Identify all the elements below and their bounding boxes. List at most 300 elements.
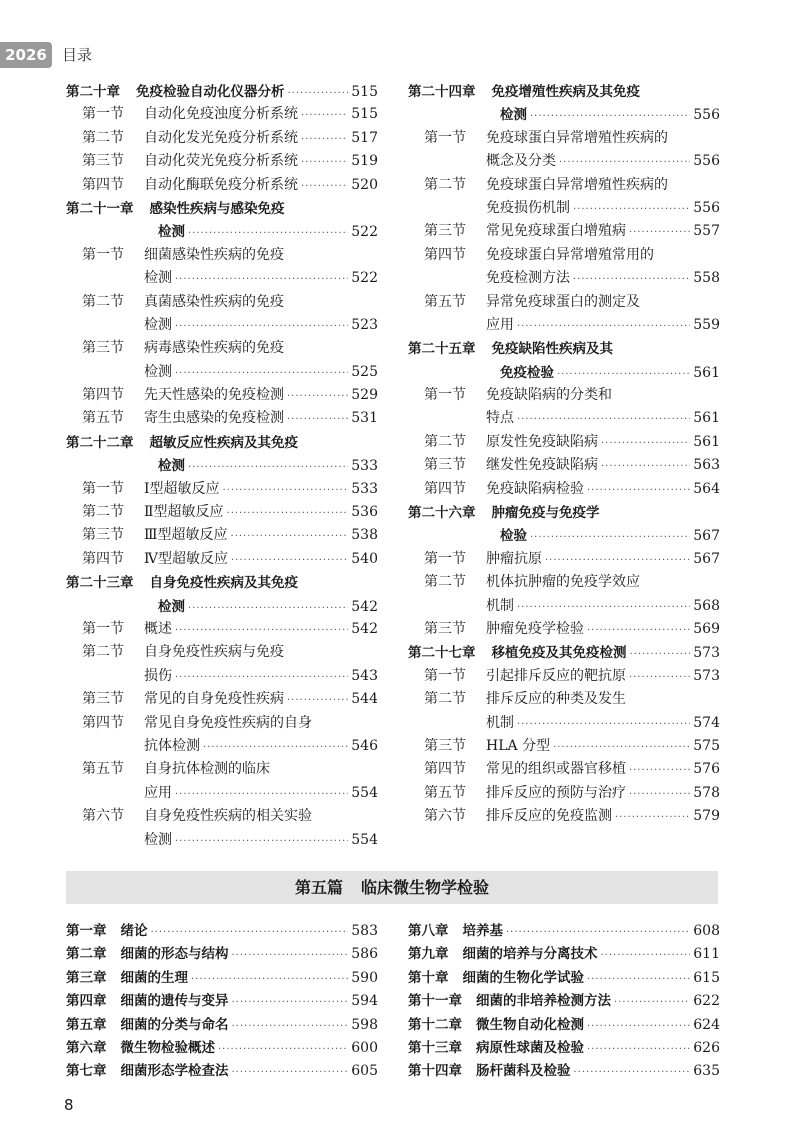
entry-page-number: 615: [693, 969, 720, 986]
leader-dots: [218, 1044, 348, 1055]
leader-dots: [587, 974, 690, 985]
chapter-title: 细菌的形态与结构: [120, 946, 229, 963]
section-title: 先天性感染的免疫检测: [144, 387, 284, 404]
toc-chapter-entry[interactable]: [408, 80, 720, 103]
chapter-title-continued: 检测: [158, 598, 185, 615]
entry-page-number: 573: [693, 645, 720, 662]
section-title-continued: 检测: [144, 831, 172, 848]
toc-section-entry[interactable]: [408, 618, 720, 641]
leader-dots: [175, 836, 348, 847]
toc-section-entry[interactable]: [66, 244, 378, 267]
section-title: 概述: [144, 620, 172, 637]
section-number: 第四节: [82, 387, 124, 404]
toc-chapter-entry-continued[interactable]: [66, 454, 378, 477]
chapter-number: 第二十三章: [66, 575, 134, 592]
toc-chapter-entry[interactable]: [66, 1059, 378, 1082]
leader-dots: [601, 461, 690, 472]
chapter-title: 细菌的生理: [120, 969, 188, 986]
leader-dots: [175, 274, 348, 285]
entry-page-number: 529: [351, 387, 378, 404]
chapter-title: 肠杆菌科及检验: [476, 1063, 571, 1080]
chapter-title-continued: 检测: [500, 107, 527, 124]
chapter-number: 第五章: [66, 1016, 107, 1033]
toc-chapter-entry[interactable]: [66, 197, 378, 220]
leader-dots: [175, 368, 348, 379]
entry-page-number: 544: [351, 691, 378, 708]
entry-page-number: 523: [351, 316, 378, 333]
leader-dots: [175, 625, 348, 636]
toc-chapter-entry[interactable]: [408, 501, 720, 524]
toc-section-entry[interactable]: [408, 174, 720, 197]
toc-section-entry[interactable]: [66, 758, 378, 781]
section-number: 第四节: [424, 761, 466, 778]
leader-dots: [232, 1021, 349, 1032]
leader-dots: [287, 414, 348, 425]
toc-chapter-entry[interactable]: [66, 919, 378, 942]
chapter-number: 第七章: [66, 1063, 107, 1080]
entry-page-number: 554: [351, 831, 378, 848]
toc-section-entry[interactable]: [66, 688, 378, 711]
section-number: 第五节: [424, 293, 466, 310]
entry-page-number: 594: [351, 993, 378, 1010]
toc-section-entry-continued[interactable]: [66, 267, 378, 290]
section-title-continued: 应用: [486, 316, 514, 333]
toc-section-entry[interactable]: [408, 758, 720, 781]
section-number: 第二节: [82, 504, 124, 521]
toc-section-entry-continued[interactable]: [408, 314, 720, 337]
toc-section-entry-continued[interactable]: [408, 267, 720, 290]
leader-dots: [629, 227, 690, 238]
toc-section-entry[interactable]: [66, 501, 378, 524]
leader-dots: [232, 997, 349, 1008]
toc-chapter-entry[interactable]: [408, 919, 720, 942]
toc-section-entry-continued[interactable]: [408, 150, 720, 173]
toc-section-entry[interactable]: [408, 384, 720, 407]
leader-dots: [629, 789, 690, 800]
section-title: 免疫缺陷病的分类和: [486, 387, 612, 404]
section-title: 继发性免疫缺陷病: [486, 457, 598, 474]
section-number: 第二节: [424, 574, 466, 591]
entry-page-number: 579: [693, 808, 720, 825]
toc-section-entry[interactable]: [408, 571, 720, 594]
toc-section-entry[interactable]: [66, 103, 378, 126]
entry-page-number: 540: [351, 550, 378, 567]
toc-section-entry-continued[interactable]: [408, 197, 720, 220]
leader-dots: [573, 204, 690, 215]
toc-section-entry-continued[interactable]: [408, 712, 720, 735]
chapter-number: 第四章: [66, 993, 107, 1010]
section-title-continued: 抗体检测: [144, 737, 200, 754]
section-title: HLA 分型: [486, 737, 551, 754]
toc-chapter-entry[interactable]: [408, 337, 720, 360]
section-title: 引起排斥反应的靶抗原: [486, 667, 626, 684]
entry-page-number: 561: [693, 433, 720, 450]
toc-chapter-entry[interactable]: [408, 1059, 720, 1082]
section-title: 自身免疫性疾病与免疫: [144, 644, 284, 661]
toc-chapter-entry-continued[interactable]: [408, 103, 720, 126]
chapter-title-continued: 免疫检验: [500, 364, 554, 381]
chapter-number: 第六章: [66, 1039, 107, 1056]
toc-chapter-entry[interactable]: [408, 1013, 720, 1036]
section-number: 第三节: [424, 223, 466, 240]
chapter-number: 第十四章: [408, 1063, 462, 1080]
chapter-title: 细菌的分类与命名: [120, 1016, 229, 1033]
leader-dots: [301, 110, 348, 121]
entry-page-number: 622: [693, 993, 720, 1010]
entry-page-number: 520: [351, 176, 378, 193]
entry-page-number: 536: [351, 504, 378, 521]
chapter-title-continued: 检测: [158, 224, 185, 241]
section-number: 第四节: [82, 714, 124, 731]
toc-chapter-entry[interactable]: [408, 989, 720, 1012]
entry-page-number: 556: [693, 199, 720, 216]
section-title-continued: 检测: [144, 270, 172, 287]
section-title: 自身免疫性疾病的相关实验: [144, 808, 312, 825]
section-number: 第三节: [82, 691, 124, 708]
section-title: 排斥反应的种类及发生: [486, 691, 626, 708]
toc-section-entry-continued[interactable]: [66, 314, 378, 337]
toc-section-entry[interactable]: [66, 618, 378, 641]
leader-dots: [629, 672, 690, 683]
chapter-title: 肿瘤免疫与免疫学: [491, 505, 600, 522]
leader-dots: [301, 181, 348, 192]
section-title: 机体抗肿瘤的免疫学效应: [486, 574, 640, 591]
leader-dots: [287, 391, 348, 402]
entry-page-number: 517: [351, 129, 378, 146]
toc-section-entry[interactable]: [408, 688, 720, 711]
section-title-continued: 免疫检测方法: [486, 270, 570, 287]
leader-dots: [530, 111, 690, 122]
entry-page-number: 574: [693, 714, 720, 731]
chapter-title: 自身免疫性疾病及其免疫: [149, 575, 298, 592]
entry-page-number: 557: [693, 223, 720, 240]
section-number: 第三节: [424, 620, 466, 637]
toc-section-entry[interactable]: [66, 150, 378, 173]
section-title: 真菌感染性疾病的免疫: [144, 293, 284, 310]
section-title: Ⅱ型超敏反应: [144, 504, 224, 521]
section-title: 免疫球蛋白异常增殖性疾病的: [486, 176, 668, 193]
toc-chapter-entry-continued[interactable]: [66, 595, 378, 618]
toc-chapter-entry[interactable]: [66, 80, 378, 103]
leader-dots: [587, 1021, 690, 1032]
section-title: 自动化免疫浊度分析系统: [144, 106, 298, 123]
chapter-title: 微生物自动化检测: [476, 1016, 584, 1033]
chapter-number: 第十二章: [408, 1016, 462, 1033]
section-title: 自动化荧光免疫分析系统: [144, 153, 298, 170]
leader-dots: [601, 438, 690, 449]
leader-dots: [191, 974, 348, 985]
section-number: 第三节: [424, 457, 466, 474]
section-number: 第一节: [424, 129, 466, 146]
leader-dots: [151, 927, 349, 938]
section-title-continued: 机制: [486, 714, 514, 731]
entry-page-number: 563: [693, 457, 720, 474]
toc-section-entry[interactable]: [408, 478, 720, 501]
toc-section-entry-continued[interactable]: [408, 595, 720, 618]
entry-page-number: 568: [693, 597, 720, 614]
page-number: 8: [64, 1096, 74, 1114]
toc-section-entry[interactable]: [408, 220, 720, 243]
part-title: 临床微生物学检验: [361, 878, 490, 897]
section-number: 第二节: [82, 293, 124, 310]
section-title: 免疫缺陷病检验: [486, 480, 584, 497]
chapter-number: 第二十二章: [66, 434, 134, 451]
entry-page-number: 586: [351, 946, 378, 963]
chapter-title: 病原性球菌及检验: [476, 1039, 584, 1056]
leader-dots: [614, 997, 690, 1008]
chapter-number: 第二章: [66, 946, 107, 963]
leader-dots: [231, 531, 349, 542]
leader-dots: [232, 1067, 349, 1078]
leader-dots: [530, 532, 690, 543]
entry-page-number: 519: [351, 153, 378, 170]
section-title: 异常免疫球蛋白的测定及: [486, 293, 640, 310]
toc-section-entry-continued[interactable]: [66, 782, 378, 805]
entry-page-number: 525: [351, 363, 378, 380]
entry-page-number: 542: [351, 598, 378, 615]
section-title: 肿瘤免疫学检验: [486, 620, 584, 637]
toc-part5-column-right: [408, 919, 720, 1083]
toc-chapter-entry[interactable]: [408, 1036, 720, 1059]
toc-chapter-entry[interactable]: [408, 942, 720, 965]
entry-page-number: 515: [351, 106, 378, 123]
entry-page-number: 543: [351, 667, 378, 684]
entry-page-number: 567: [693, 550, 720, 567]
section-number: 第一节: [424, 550, 466, 567]
leader-dots: [517, 414, 690, 425]
toc-section-entry-continued[interactable]: [66, 829, 378, 852]
section-number: 第二节: [424, 691, 466, 708]
toc-section-entry-continued[interactable]: [66, 361, 378, 384]
section-number: 第五节: [82, 410, 124, 427]
section-title-continued: 概念及分类: [486, 153, 556, 170]
section-number: 第二节: [82, 644, 124, 661]
section-title: 自动化酶联免疫分析系统: [144, 176, 298, 193]
section-number: 第六节: [424, 808, 466, 825]
part-number: 第五篇: [294, 878, 343, 897]
toc-section-entry[interactable]: [66, 641, 378, 664]
chapter-number: 第二十七章: [408, 645, 476, 662]
leader-dots: [517, 602, 690, 613]
toc-section-entry[interactable]: [66, 478, 378, 501]
entry-page-number: 522: [351, 224, 378, 241]
toc-chapter-entry[interactable]: [66, 942, 378, 965]
leader-dots: [559, 157, 690, 168]
chapter-number: 第二十四章: [408, 84, 476, 100]
leader-dots: [629, 765, 690, 776]
leader-dots: [287, 695, 348, 706]
entry-page-number: 576: [693, 761, 720, 778]
toc-chapter-entry-continued[interactable]: [66, 220, 378, 243]
toc-chapter-entry-continued[interactable]: [408, 361, 720, 384]
section-title: 肿瘤抗原: [486, 550, 542, 567]
leader-dots: [223, 485, 349, 496]
toc-chapter-entry[interactable]: [66, 989, 378, 1012]
chapter-title: 免疫增殖性疾病及其免疫: [491, 84, 640, 100]
chapter-number: 第八章: [408, 923, 449, 939]
leader-dots: [175, 789, 348, 800]
chapter-title: 免疫缺陷性疾病及其: [491, 341, 613, 358]
section-title-continued: 检测: [144, 316, 172, 333]
leader-dots: [231, 555, 348, 566]
entry-page-number: 515: [351, 84, 378, 100]
toc-section-entry[interactable]: [408, 782, 720, 805]
leader-dots: [188, 462, 348, 473]
toc-section-entry-continued[interactable]: [66, 735, 378, 758]
toc-section-entry[interactable]: [66, 337, 378, 360]
chapter-number: 第十章: [408, 969, 449, 986]
entry-page-number: 573: [693, 667, 720, 684]
chapter-title: 超敏反应性疾病及其免疫: [149, 434, 298, 451]
section-number: 第二节: [424, 433, 466, 450]
entry-page-number: 605: [351, 1063, 378, 1080]
toc-section-entry[interactable]: [66, 548, 378, 571]
leader-dots: [232, 950, 349, 961]
chapter-number: 第二十六章: [408, 505, 476, 522]
section-number: 第三节: [82, 340, 124, 357]
entry-page-number: 556: [693, 107, 720, 124]
chapter-title: 细菌形态学检查法: [120, 1063, 229, 1080]
toc-section-entry[interactable]: [66, 291, 378, 314]
section-title: 自动化发光免疫分析系统: [144, 129, 298, 146]
section-number: 第一节: [82, 480, 124, 497]
section-title: 常见自身免疫性疾病的自身: [144, 714, 312, 731]
entry-page-number: 542: [351, 620, 378, 637]
leader-dots: [630, 649, 691, 660]
toc-section-entry[interactable]: [408, 127, 720, 150]
toc-column-right: [408, 80, 720, 829]
leader-dots: [188, 228, 348, 239]
toc-section-entry[interactable]: [408, 454, 720, 477]
chapter-title: 免疫检验自动化仪器分析: [136, 84, 285, 100]
entry-page-number: 564: [693, 480, 720, 497]
leader-dots: [517, 321, 690, 332]
toc-section-entry[interactable]: [408, 244, 720, 267]
part-heading-bar: [66, 871, 718, 904]
section-title-continued: 机制: [486, 597, 514, 614]
leader-dots: [175, 321, 348, 332]
toc-section-entry[interactable]: [66, 407, 378, 430]
toc-chapter-entry[interactable]: [66, 571, 378, 594]
section-title: 常见免疫球蛋白增殖病: [486, 223, 626, 240]
entry-page-number: 575: [693, 737, 720, 754]
chapter-number: 第九章: [408, 946, 449, 963]
section-title: 免疫球蛋白异常增殖常用的: [486, 246, 654, 263]
section-number: 第三节: [82, 153, 124, 170]
toc-section-entry-continued[interactable]: [66, 665, 378, 688]
toc-section-entry[interactable]: [408, 548, 720, 571]
entry-page-number: 626: [693, 1039, 720, 1056]
entry-page-number: 556: [693, 153, 720, 170]
toc-chapter-entry[interactable]: [66, 431, 378, 454]
toc-chapter-entry[interactable]: [66, 966, 378, 989]
toc-section-entry[interactable]: [408, 291, 720, 314]
toc-section-entry[interactable]: [66, 127, 378, 150]
leader-dots: [573, 274, 690, 285]
leader-dots: [587, 1044, 690, 1055]
entry-page-number: 600: [351, 1039, 378, 1056]
entry-page-number: 559: [693, 316, 720, 333]
section-title: Ⅰ型超敏反应: [144, 480, 220, 497]
toc-chapter-entry[interactable]: [66, 1013, 378, 1036]
leader-dots: [188, 603, 348, 614]
section-number: 第六节: [82, 808, 124, 825]
toc-chapter-entry[interactable]: [66, 1036, 378, 1059]
leader-dots: [557, 369, 690, 380]
toc-section-entry[interactable]: [408, 665, 720, 688]
toc-section-entry[interactable]: [66, 174, 378, 197]
section-number: 第三节: [82, 527, 124, 544]
leader-dots: [601, 950, 691, 961]
section-title: Ⅳ型超敏反应: [144, 550, 228, 567]
chapter-number: 第十一章: [408, 993, 462, 1010]
chapter-number: 第二十五章: [408, 341, 476, 358]
chapter-number: 第二十一章: [66, 200, 134, 217]
entry-page-number: 554: [351, 784, 378, 801]
entry-page-number: 624: [693, 1016, 720, 1033]
entry-page-number: 538: [351, 527, 378, 544]
toc-chapter-entry[interactable]: [408, 641, 720, 664]
section-title-continued: 免疫损伤机制: [486, 199, 570, 216]
leader-dots: [175, 672, 348, 683]
section-title: 排斥反应的免疫监测: [486, 808, 612, 825]
entry-page-number: 561: [693, 364, 720, 381]
toc-section-entry[interactable]: [66, 384, 378, 407]
chapter-title-continued: 检验: [500, 528, 527, 545]
entry-page-number: 598: [351, 1016, 378, 1033]
section-number: 第四节: [424, 246, 466, 263]
entry-page-number: 635: [693, 1063, 720, 1080]
entry-page-number: 558: [693, 270, 720, 287]
chapter-title: 绪论: [120, 923, 148, 939]
chapter-title-continued: 检测: [158, 458, 185, 475]
section-title: 常见的组织或器官移植: [486, 761, 626, 778]
chapter-title: 细菌的生物化学试验: [462, 969, 584, 986]
section-number: 第三节: [424, 737, 466, 754]
page-header-title: 目录: [62, 46, 93, 64]
leader-dots: [615, 812, 690, 823]
section-number: 第四节: [82, 550, 124, 567]
leader-dots: [587, 485, 690, 496]
toc-section-entry[interactable]: [66, 805, 378, 828]
chapter-number: 第二十章: [66, 84, 120, 100]
section-title-continued: 检测: [144, 363, 172, 380]
toc-section-entry[interactable]: [408, 431, 720, 454]
section-number: 第一节: [82, 620, 124, 637]
chapter-number: 第十三章: [408, 1039, 462, 1056]
section-title: 原发性免疫缺陷病: [486, 433, 598, 450]
section-number: 第四节: [424, 480, 466, 497]
entry-page-number: 522: [351, 270, 378, 287]
toc-chapter-entry-continued[interactable]: [408, 524, 720, 547]
chapter-title: 细菌的非培养检测方法: [476, 993, 611, 1010]
toc-section-entry[interactable]: [408, 735, 720, 758]
section-title: 自身抗体检测的临床: [144, 761, 270, 778]
toc-section-entry-continued[interactable]: [408, 407, 720, 430]
leader-dots: [545, 555, 690, 566]
toc-section-entry[interactable]: [66, 524, 378, 547]
toc-chapter-entry[interactable]: [408, 966, 720, 989]
section-title: 常见的自身免疫性疾病: [144, 691, 284, 708]
toc-section-entry[interactable]: [408, 805, 720, 828]
toc-section-entry[interactable]: [66, 712, 378, 735]
leader-dots: [506, 927, 690, 938]
leader-dots: [301, 134, 348, 145]
leader-dots: [587, 625, 690, 636]
section-title-continued: 应用: [144, 784, 172, 801]
section-number: 第二节: [82, 129, 124, 146]
chapter-title: 细菌的遗传与变异: [120, 993, 229, 1010]
